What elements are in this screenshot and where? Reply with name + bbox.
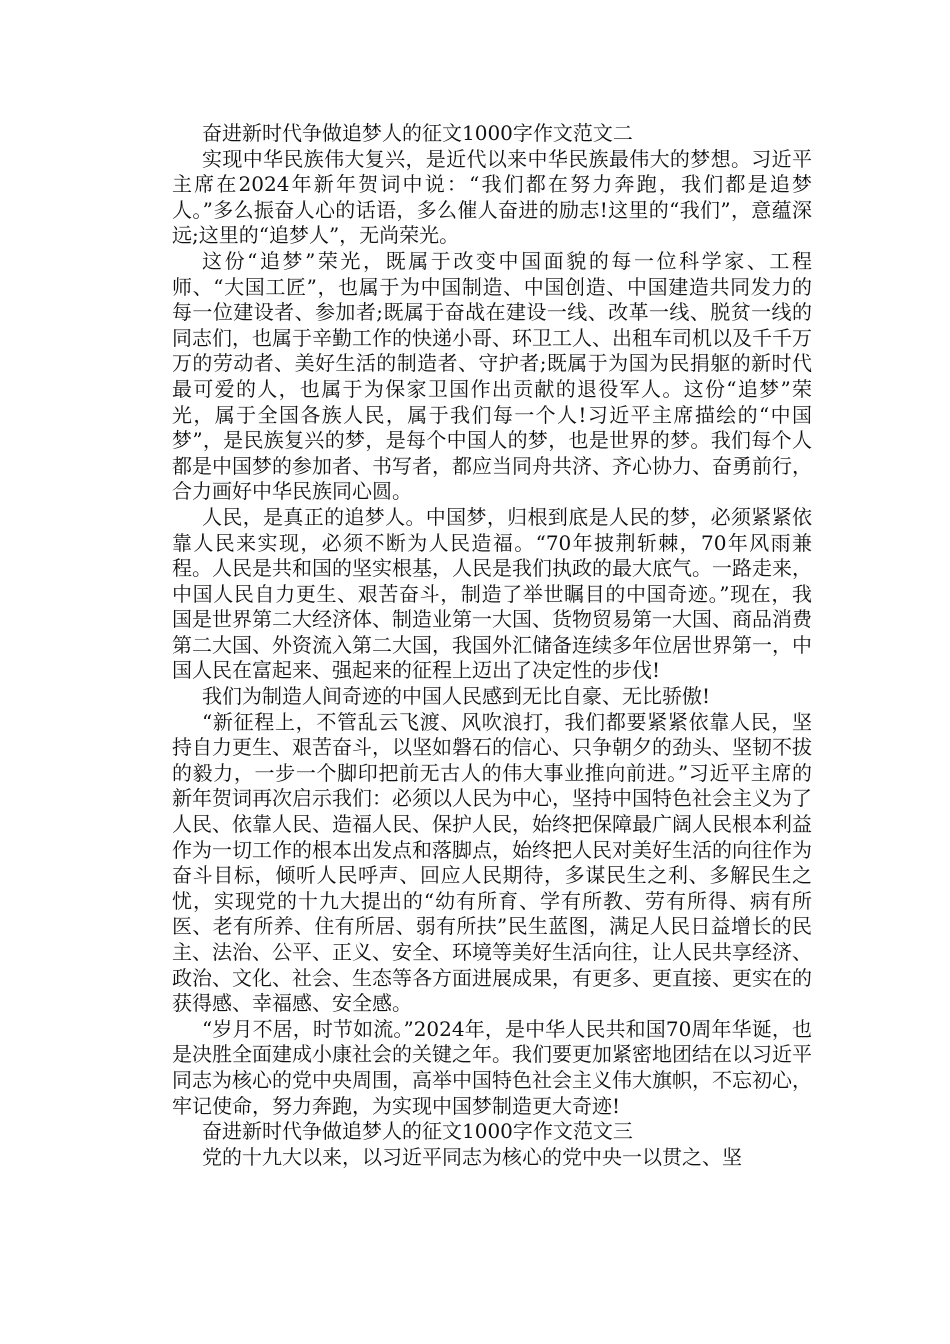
paragraph-6: “岁月不居，时节如流。”2024年，是中华人民共和国70周年华诞，也是决胜全面建成小康社会的关键之年。我们要更加紧密地团结在以习近平同志为核心的党中央周围，高举中国特色社会主义伟大旗帜，不忘初心，牢记使命，努力奔跑，为实现中国梦制造更大奇迹! — [172, 1016, 812, 1118]
document-body — [172, 121, 812, 1170]
section-heading-two: 奋进新时代争做追梦人的征文1000字作文范文二 — [202, 121, 633, 145]
paragraph-5: “新征程上，不管乱云飞渡、风吹浪打，我们都要紧紧依靠人民，坚持自力更生、艰苦奋斗，以坚如磐石的信心、只争朝夕的劲头、坚韧不拔的毅力，一步一个脚印把前无古人的伟大事业推向前进。”习近平主席的新年贺词再次启示我们：必须以人民为中心，坚持中国特色社会主义为了人民、依靠人民、造福人民、保护人民，始终把保障最广阔人民根本利益作为一切工作的根本出发点和落脚点，始终把人民对美好生活的向往作为奋斗目标，倾听人民呼声、回应人民期待，多谋民生之利、多解民生之忧，实现党的十九大提出的“幼有所育、学有所教、劳有所得、病有所医、老有所养、住有所居、弱有所扶”民生蓝图，满足人民日益增长的民主、法治、公平、正义、安全、环境等美好生活向往，让人民共享经济、政治、文化、社会、生态等各方面进展成果，有更多、更直接、更实在的获得感、幸福感、安全感。 — [172, 709, 812, 1016]
section-heading-three: 奋进新时代争做追梦人的征文1000字作文范文三 — [202, 1119, 633, 1144]
paragraph-7: 党的十九大以来，以习近平同志为核心的党中央一以贯之、坚 — [202, 1144, 742, 1169]
paragraph-1: 实现中华民族伟大复兴，是近代以来中华民族最伟大的梦想。习近平主席在2024年新年贺词中说：“我们都在努力奔跑，我们都是追梦人。”多么振奋人心的话语，多么催人奋进的励志!这里的“我们”，意蕴深远;这里的“追梦人”，无尚荣光。 — [172, 146, 812, 248]
paragraph-3: 人民，是真正的追梦人。中国梦，归根到底是人民的梦，必须紧紧依靠人民来实现，必须不断为人民造福。“70年披荆斩棘，70年风雨兼程。人民是共和国的坚实根基，人民是我们执政的最大底气。一路走来，中国人民自力更生、艰苦奋斗，制造了举世瞩目的中国奇迹。”现在，我国是世界第二大经济体、制造业第一大国、货物贸易第一大国、商品消费第二大国、外资流入第二大国，我国外汇储备连续多年位居世界第一，中国人民在富起来、强起来的征程上迈出了决定性的步伐! — [172, 504, 812, 683]
paragraph-2: 这份“追梦”荣光，既属于改变中国面貌的每一位科学家、工程师、“大国工匠”，也属于为中国制造、中国创造、中国建造共同发力的每一位建设者、参加者;既属于奋战在建设一线、改革一线、脱贫一线的同志们，也属于辛勤工作的快递小哥、环卫工人、出租车司机以及千千万万的劳动者、美好生活的制造者、守护者;既属于为国为民捐躯的新时代最可爱的人，也属于为保家卫国作出贡献的退役军人。这份“追梦”荣光，属于全国各族人民，属于我们每一个人!习近平主席描绘的“中国梦”，是民族复兴的梦，是每个中国人的梦，也是世界的梦。我们每个人都是中国梦的参加者、书写者，都应当同舟共济、齐心协力、奋勇前行，合力画好中华民族同心圆。 — [172, 248, 812, 504]
paragraph-4: 我们为制造人间奇迹的中国人民感到无比自豪、无比骄傲! — [202, 684, 711, 709]
